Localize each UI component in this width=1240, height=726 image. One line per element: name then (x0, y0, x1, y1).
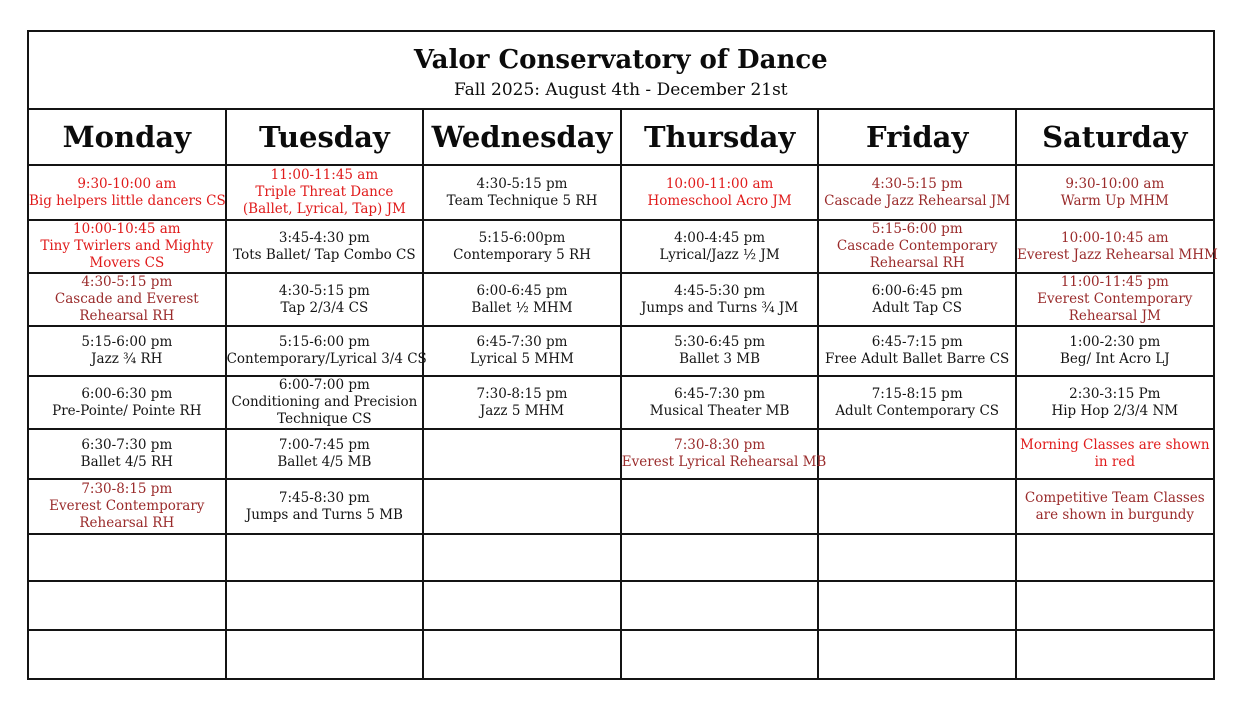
class-cell (1016, 220, 1218, 273)
class-text-line: Free Adult Ballet Barre CS (825, 351, 1010, 367)
empty-cell (621, 630, 819, 679)
class-text-line: Tiny Twirlers and Mighty (40, 238, 214, 254)
class-text-line: 4:30-5:15 pm (81, 274, 173, 290)
class-cell (226, 165, 424, 220)
class-text-line: Tap 2/3/4 CS (280, 299, 369, 316)
schedule-row (28, 630, 1214, 679)
class-text-line: Adult Tap CS (872, 299, 962, 316)
class-text-line: 9:30-10:00 am (1065, 175, 1165, 192)
class-text-line: 6:45-7:15 pm (871, 334, 963, 350)
class-text-line: 9:30-10:00 am (77, 175, 177, 192)
schedule-row (28, 376, 1214, 429)
schedule-row (28, 273, 1214, 326)
class-text-line: Ballet 3 MB (679, 351, 761, 367)
class-text-line: 10:00-10:45 am (73, 221, 181, 237)
schedule-body (28, 165, 1218, 679)
class-cell (818, 273, 1016, 326)
class-text-line: 4:30-5:15 pm (871, 175, 963, 192)
class-cell (226, 479, 424, 534)
class-text-line: Tots Ballet/ Tap Combo CS (233, 246, 416, 263)
class-text-line: Jumps and Turns ¾ JM (641, 299, 799, 316)
class-text-line: (Ballet, Lyrical, Tap) JM (242, 201, 406, 217)
day-header-monday: Monday (28, 109, 226, 165)
empty-cell (423, 479, 621, 534)
empty-cell (1016, 630, 1214, 679)
empty-cell (423, 630, 621, 679)
class-text-line: Rehearsal JM (1068, 308, 1161, 324)
class-text-line: 7:30-8:30 pm (674, 437, 766, 453)
class-text-line: 7:30-8:15 pm (81, 481, 173, 497)
class-text-line: Triple Threat Dance (255, 184, 394, 200)
class-text-line: 10:00-10:45 am (1061, 229, 1169, 246)
schedule-row (28, 326, 1214, 376)
class-text-line: 11:00-11:45 am (270, 167, 379, 183)
class-text-line: 6:00-6:45 pm (871, 282, 963, 299)
class-text-line: Lyrical/Jazz ½ JM (659, 246, 780, 263)
class-text-line: 7:30-8:15 pm (476, 385, 568, 402)
class-text-line: Big helpers little dancers CS (29, 192, 226, 209)
class-text-line: 7:45-8:30 pm (278, 489, 370, 506)
schedule-row (28, 220, 1214, 273)
class-cell (818, 326, 1016, 376)
class-cell (28, 220, 226, 273)
empty-cell (621, 479, 819, 534)
class-text-line: 5:15-6:00pm (478, 229, 566, 246)
class-text-line: Cascade Contemporary (836, 238, 998, 254)
class-cell (423, 273, 621, 326)
class-text-line: Ballet ½ MHM (471, 299, 573, 316)
class-text-line: Musical Theater MB (649, 402, 790, 419)
class-cell (28, 376, 226, 429)
class-text-line: 10:00-11:00 am (665, 175, 774, 192)
empty-cell (818, 534, 1016, 581)
day-header-wednesday: Wednesday (423, 109, 621, 165)
page-subtitle: Fall 2025: August 4th - December 21st (453, 80, 788, 100)
class-text-line: Lyrical 5 MHM (470, 351, 574, 367)
schedule-sheet (0, 30, 1240, 726)
class-cell (226, 376, 424, 429)
class-text-line: 5:30-6:45 pm (674, 334, 766, 350)
empty-cell (621, 534, 819, 581)
legend-morning-note (1016, 429, 1214, 479)
empty-cell (818, 630, 1016, 679)
title-cell (28, 31, 1214, 109)
class-text-line: 6:45-7:30 pm (674, 385, 766, 402)
class-cell (621, 429, 827, 479)
empty-cell (28, 630, 226, 679)
class-text-line: Rehearsal RH (79, 515, 175, 531)
class-text-line: 5:15-6:00 pm (278, 334, 370, 350)
day-header-row (28, 109, 1214, 165)
class-text-line: Ballet 4/5 RH (80, 454, 173, 470)
empty-cell (226, 534, 424, 581)
class-cell (818, 376, 1016, 429)
class-text-line: Everest Contemporary (1037, 291, 1193, 307)
class-text-line: 6:00-6:45 pm (476, 282, 568, 299)
day-header-saturday: Saturday (1016, 109, 1214, 165)
title-block (29, 45, 1213, 101)
class-cell (621, 220, 819, 273)
empty-cell (818, 479, 1016, 534)
empty-cell (818, 429, 1016, 479)
class-cell (423, 165, 621, 220)
schedule-row (28, 429, 1214, 479)
class-text-line: Everest Lyrical Rehearsal MB (621, 454, 827, 470)
title-row (28, 31, 1214, 109)
class-text-line: 3:45-4:30 pm (278, 229, 370, 246)
empty-cell (423, 429, 621, 479)
class-cell (818, 165, 1016, 220)
class-cell (1016, 165, 1214, 220)
class-text-line: 7:15-8:15 pm (871, 385, 963, 402)
empty-cell (28, 534, 226, 581)
class-text-line: 4:30-5:15 pm (278, 282, 370, 299)
day-header-tuesday: Tuesday (226, 109, 424, 165)
class-text-line: Jazz 5 MHM (479, 402, 565, 419)
class-text-line: Warm Up MHM (1060, 192, 1169, 209)
class-cell (818, 220, 1016, 273)
class-text-line: 6:00-7:00 pm (278, 377, 370, 393)
class-cell (1016, 273, 1214, 326)
class-text-line: 4:00-4:45 pm (674, 229, 766, 246)
class-cell (423, 220, 621, 273)
schedule-row (28, 165, 1214, 220)
class-text-line: Cascade Jazz Rehearsal JM (824, 192, 1011, 209)
empty-cell (818, 581, 1016, 630)
empty-cell (226, 581, 424, 630)
class-cell (226, 273, 424, 326)
class-text-line: Cascade and Everest (54, 291, 199, 307)
class-text-line: Morning Classes are shown (1020, 437, 1210, 453)
page-title: Valor Conservatory of Dance (413, 45, 828, 75)
class-cell (1016, 326, 1214, 376)
empty-cell (1016, 534, 1214, 581)
class-text-line: Pre-Pointe/ Pointe RH (52, 402, 202, 419)
empty-cell (226, 630, 424, 679)
class-text-line: 7:00-7:45 pm (278, 437, 370, 453)
class-cell (28, 326, 226, 376)
class-text-line: Contemporary 5 RH (453, 246, 591, 263)
class-text-line: Movers CS (89, 255, 165, 271)
class-text-line: Adult Contemporary CS (835, 402, 1000, 419)
empty-cell (621, 581, 819, 630)
class-cell (28, 429, 226, 479)
class-cell (423, 376, 621, 429)
day-header-friday: Friday (818, 109, 1016, 165)
class-text-line: Jazz ¾ RH (91, 351, 163, 367)
class-text-line: Contemporary/Lyrical 3/4 CS (226, 351, 427, 367)
class-text-line: 6:30-7:30 pm (81, 437, 173, 453)
class-text-line: Beg/ Int Acro LJ (1059, 351, 1170, 367)
class-text-line: 5:15-6:00 pm (871, 221, 963, 237)
class-text-line: 2:30-3:15 Pm (1069, 385, 1161, 402)
class-cell (621, 326, 819, 376)
empty-cell (1016, 581, 1214, 630)
class-text-line: Jumps and Turns 5 MB (245, 506, 403, 523)
class-cell (28, 273, 226, 326)
class-text-line: 4:45-5:30 pm (674, 282, 766, 299)
class-cell (226, 326, 427, 376)
empty-cell (423, 534, 621, 581)
class-cell (621, 376, 819, 429)
class-text-line: 5:15-6:00 pm (81, 334, 173, 350)
class-text-line: 6:00-6:30 pm (81, 385, 173, 402)
schedule-row (28, 534, 1214, 581)
class-text-line: 11:00-11:45 pm (1060, 274, 1169, 290)
class-text-line: Competitive Team Classes (1024, 489, 1205, 506)
schedule-table (27, 30, 1218, 680)
class-text-line: Rehearsal RH (79, 308, 175, 324)
class-text-line: are shown in burgundy (1035, 506, 1195, 523)
schedule-row (28, 479, 1214, 534)
class-text-line: Homeschool Acro JM (647, 192, 792, 209)
class-text-line: Technique CS (277, 411, 372, 427)
class-text-line: Rehearsal RH (869, 255, 965, 271)
schedule-row (28, 581, 1214, 630)
class-cell (226, 220, 424, 273)
class-cell (621, 165, 819, 220)
class-text-line: Everest Jazz Rehearsal MHM (1016, 246, 1218, 263)
class-text-line: 1:00-2:30 pm (1069, 334, 1161, 350)
class-cell (1016, 376, 1214, 429)
empty-cell (423, 581, 621, 630)
class-text-line: Ballet 4/5 MB (277, 454, 372, 470)
class-text-line: in red (1094, 454, 1135, 470)
class-cell (28, 165, 226, 220)
class-text-line: Hip Hop 2/3/4 NM (1051, 402, 1179, 419)
class-text-line: Everest Contemporary (49, 498, 205, 514)
class-text-line: Team Technique 5 RH (446, 192, 598, 209)
legend-competitive-note (1016, 479, 1214, 534)
empty-cell (28, 581, 226, 630)
class-cell (28, 479, 226, 534)
class-cell (423, 326, 621, 376)
class-text-line: 6:45-7:30 pm (476, 334, 568, 350)
class-cell (226, 429, 424, 479)
class-text-line: Conditioning and Precision (231, 394, 418, 410)
day-header-thursday: Thursday (621, 109, 819, 165)
class-cell (621, 273, 819, 326)
class-text-line: 4:30-5:15 pm (476, 175, 568, 192)
